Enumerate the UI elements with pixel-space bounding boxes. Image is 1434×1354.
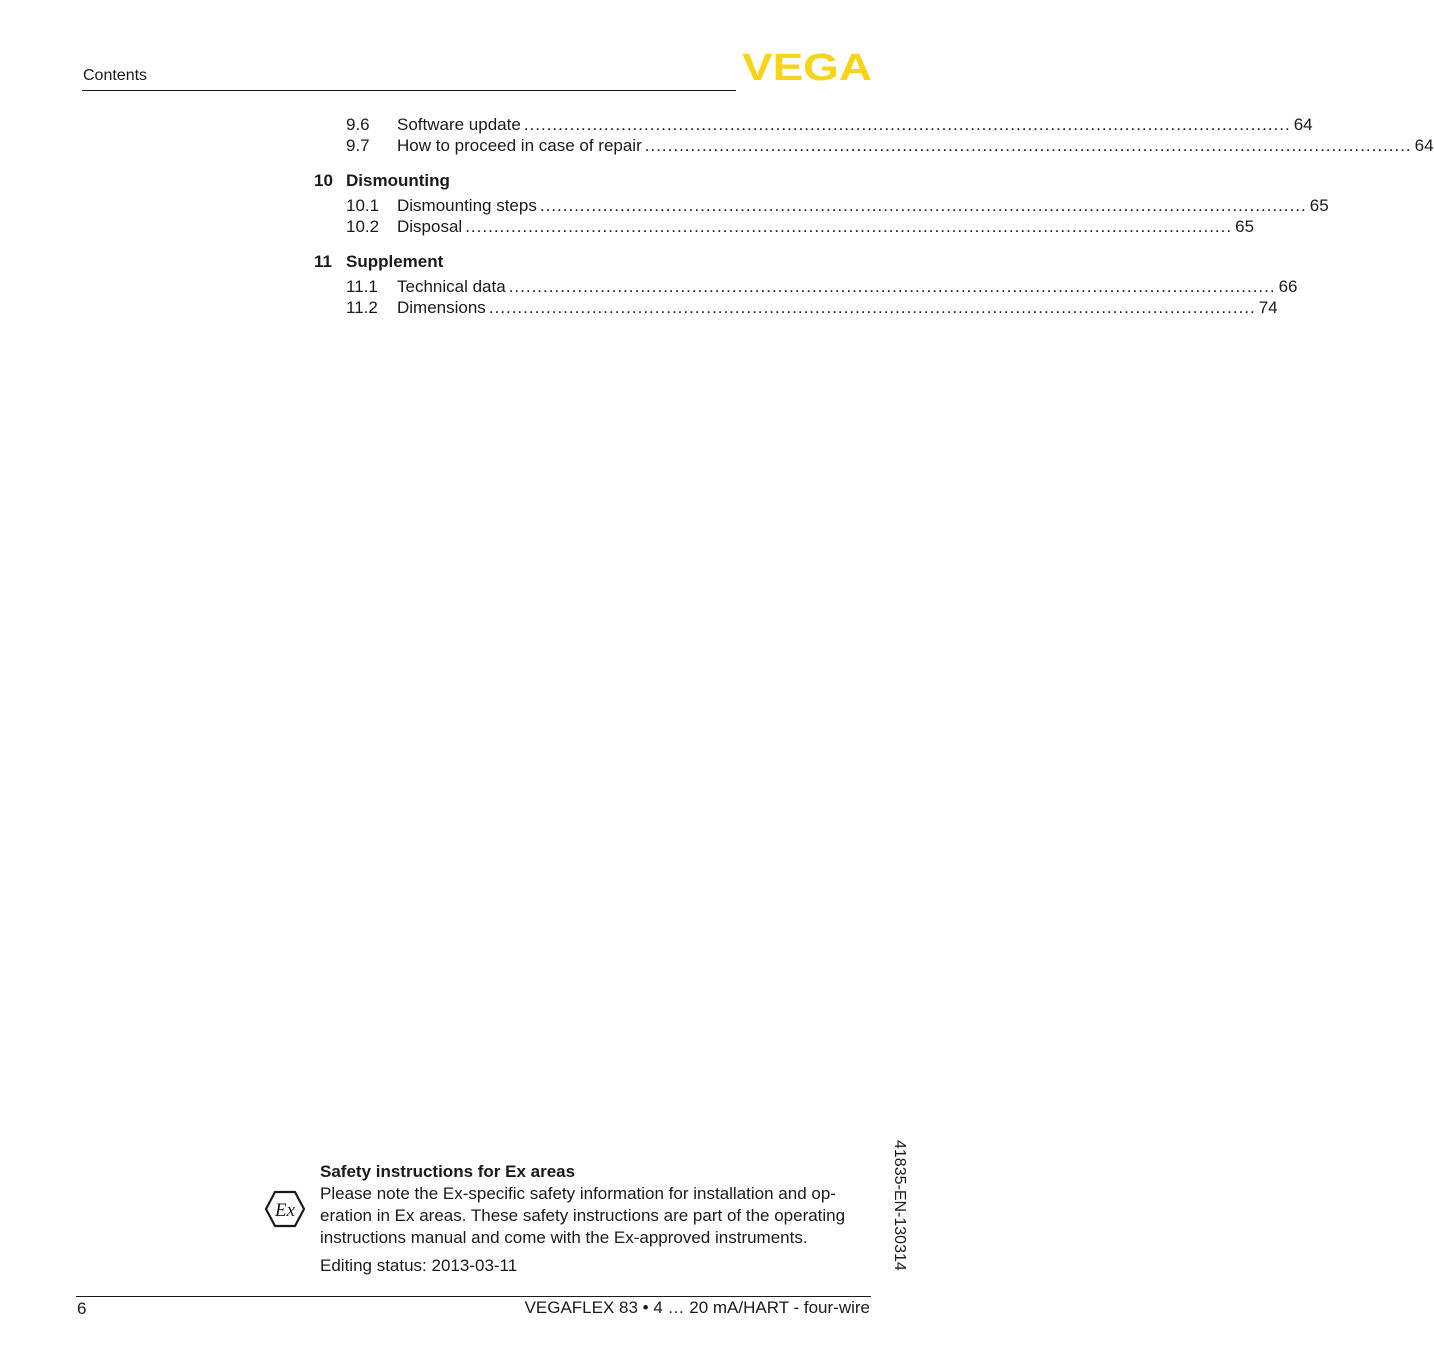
toc-entry-page: 66 [1278,277,1298,296]
toc-entry-number: 10.2 [346,217,380,236]
toc-entry-number: 9.7 [346,136,370,155]
vega-logo [741,47,873,89]
toc-entry-number: 11.2 [346,298,378,317]
toc-entry-title: Disposal [397,217,463,236]
toc-chapter-10[interactable] [314,170,874,192]
toc-entry-title: Dimensions [397,298,486,317]
header-divider [82,90,736,91]
toc-entry-title: Software update [397,115,521,134]
toc-chapter-number: 11 [314,252,332,271]
toc-entry-page: 65 [1309,196,1329,215]
toc-entry-9-7[interactable] [346,135,1434,156]
toc-entry-number: 9.6 [346,115,370,134]
toc-chapter-title: Dismounting [346,171,450,190]
toc-entry-page: 64 [1293,115,1313,134]
toc-leader-dots: ...................................................................................................................................... [508,277,1276,296]
toc-leader-dots: ...................................................................................................................................... [523,115,1291,134]
page-number: 6 [77,1299,87,1318]
toc-entry-title: Technical data [397,277,506,296]
safety-notice [320,1161,872,1277]
toc-entry-page: 64 [1414,136,1434,155]
toc-leader-dots: ...................................................................................................................................... [465,217,1233,236]
footer-product-name: VEGAFLEX 83 • 4 … 20 mA/HART - four-wire [524,1298,870,1317]
vega-logo-text: VEGA [742,47,872,89]
toc-chapter-title: Supplement [346,252,444,271]
table-of-contents [314,114,1434,318]
document-code: 41835-EN-130314 [891,1140,908,1271]
svg-text:Ex: Ex [274,1200,296,1221]
toc-entry-page: 74 [1258,298,1278,317]
safety-notice-title: Safety instructions for Ex areas [320,1162,576,1181]
toc-entry-10-1[interactable] [346,195,1329,216]
toc-leader-dots: ...................................................................................................................................... [644,136,1412,155]
toc-entry-title: Dismounting steps [397,196,537,215]
toc-entry-number: 10.1 [346,196,380,215]
toc-leader-dots: ...................................................................................................................................... [488,298,1256,317]
ex-icon [264,1190,306,1228]
safety-notice-text-line: instructions manual and come with the Ex-approved instruments. [320,1228,808,1247]
safety-notice-text-line: eration in Ex areas. These safety instructions are part of the operating [320,1206,846,1225]
toc-entry-11-1[interactable] [346,276,1298,297]
toc-chapter-11[interactable] [314,251,874,273]
toc-entry-title: How to proceed in case of repair [397,136,642,155]
toc-entry-9-6[interactable] [346,114,1313,135]
editing-status: Editing status: 2013-03-11 [320,1256,518,1275]
toc-entry-10-2[interactable] [346,216,1255,237]
toc-entry-number: 11.1 [346,277,378,296]
footer-divider [76,1296,871,1297]
running-header-section: Contents [83,67,148,84]
toc-entry-11-2[interactable] [346,297,1278,318]
toc-entry-page: 65 [1235,217,1255,236]
safety-notice-text-line: Please note the Ex-specific safety information for installation and op- [320,1184,836,1203]
toc-leader-dots: ...................................................................................................................................... [539,196,1307,215]
toc-chapter-number: 10 [314,171,333,190]
